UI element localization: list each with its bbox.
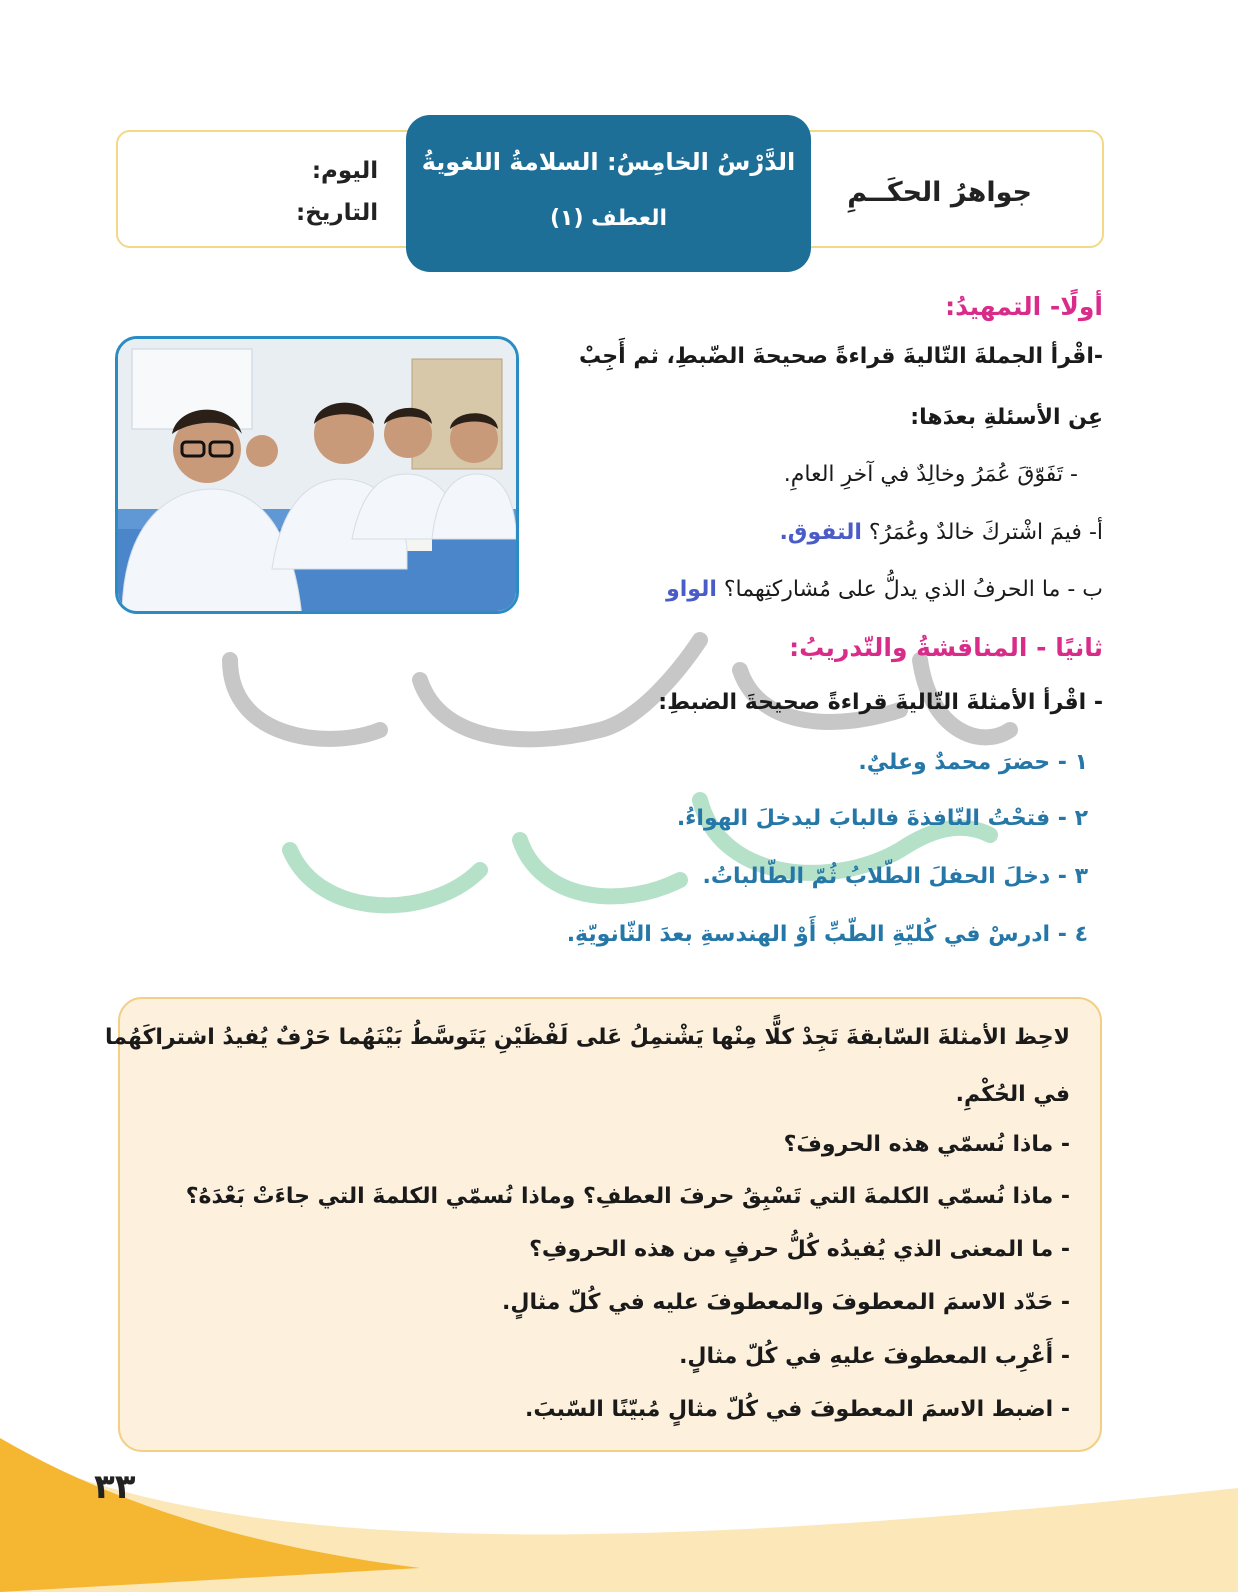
question-a-text: أ- فيمَ اشْتركَ خالدٌ وعُمَرُ؟ — [868, 520, 1103, 545]
note-question-2: - ماذا نُسمّي الكلمةَ التي تَسْبِقُ حرفَ العطفِ؟ وماذا نُسمّي الكلمةَ التي جاءَتْ بَعْدَهُ؟ — [185, 1184, 1070, 1209]
question-b — [666, 577, 1103, 602]
lesson-subtitle: العطف (١) — [549, 206, 668, 231]
day-label: اليوم: — [311, 158, 379, 184]
question-a-answer: التفوق. — [779, 520, 862, 545]
observation-line2: في الحُكْمِ. — [955, 1082, 1070, 1107]
students-classroom-photo — [115, 336, 519, 614]
observation-box — [105, 997, 1102, 1452]
date-label: التاريخ: — [296, 200, 379, 226]
note-question-6: - اضبط الاسمَ المعطوفَ في كُلّ مثالٍ مُبيّنًا السّببَ. — [525, 1397, 1070, 1422]
intro-instruction-line1: -اقْرأ الجملةَ التّاليةَ قراءةً صحيحةَ الضّبطِ، ثم أَجِبْ — [578, 344, 1103, 369]
question-a — [779, 520, 1103, 545]
example-1: ١ - حضرَ محمدٌ وعليٌ. — [858, 750, 1088, 775]
note-question-3: - ما المعنى الذي يُفيدُه كُلُّ حرفٍ من هذه الحروفِ؟ — [529, 1237, 1070, 1262]
observation-line1: لاحِظ الأمثلةَ السّابقةَ تَجِدْ كلًّا مِنْها يَشْتمِلُ عَلى لَفْظَيْنِ يَتَوسَّطُ بَيْنَهُما حَرْفٌ يُفيدُ اشتراكَهُما — [105, 1025, 1070, 1050]
example-4: ٤ - ادرسْ في كُليّةِ الطّبِّ أَوْ الهندسةِ بعدَ الثّانويّةِ. — [566, 922, 1088, 947]
section-discussion-title: ثانيًا - المناقشةُ والتّدريبُ: — [789, 633, 1103, 662]
intro-sentence: - تَفَوّقَ عُمَرُ وخالِدٌ في آخرِ العامِ. — [783, 462, 1078, 487]
discussion-instruction: - اقْرأ الأمثلةَ التّاليةَ قراءةً صحيحةَ الضبطِ: — [658, 690, 1103, 715]
note-question-5: - أَعْرِب المعطوفَ عليهِ في كُلّ مثالٍ. — [679, 1344, 1070, 1369]
page-number: ٣٣ — [94, 1467, 136, 1507]
classroom-illustration — [115, 339, 516, 614]
note-question-4: - حَدّد الاسمَ المعطوفَ والمعطوفَ عليه في كُلّ مثالٍ. — [502, 1290, 1070, 1315]
lesson-title: الدَّرْسُ الخامِسُ: السلامةُ اللغويةُ — [421, 148, 796, 176]
lesson-title-badge — [406, 115, 811, 272]
example-2: ٢ - فتحْتُ النّافذةَ فالبابَ ليدخلَ الهواءُ. — [676, 806, 1088, 831]
question-b-answer: الواو — [666, 577, 717, 602]
section-intro-title: أولًا- التمهيدُ: — [945, 292, 1103, 321]
note-question-1: - ماذا نُسمّي هذه الحروفَ؟ — [783, 1132, 1070, 1157]
question-b-text: ب - ما الحرفُ الذي يدلُّ على مُشاركتِهما؟ — [723, 577, 1103, 602]
example-3: ٣ - دخلَ الحفلَ الطّلابُ ثُمّ الطّالباتُ. — [702, 864, 1088, 889]
watermark — [0, 620, 1238, 960]
intro-instruction-line2: عِن الأسئلةِ بعدَها: — [910, 405, 1103, 430]
day-date-labels — [296, 150, 378, 234]
book-title: جواهرُ الحكَــمِ — [847, 177, 1032, 208]
